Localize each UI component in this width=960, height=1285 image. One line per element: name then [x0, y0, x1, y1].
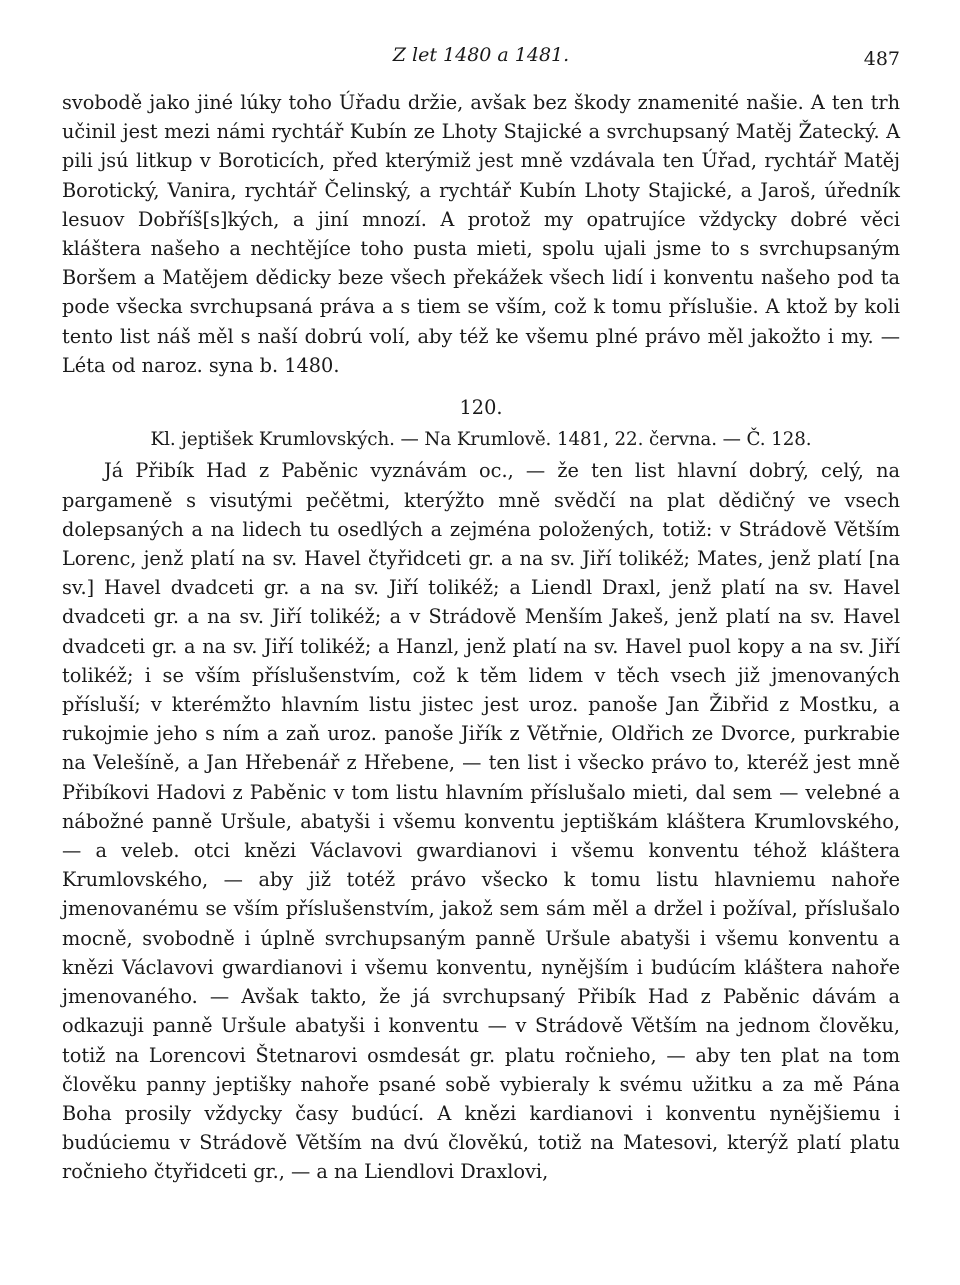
page-number: 487 — [863, 48, 900, 70]
running-head — [62, 44, 900, 74]
continuation-paragraph: svobodě jako jiné lúky toho Úřadu držie, avšak bez škody znamenité našie. A ten trh učinil jest mezi námi rychtář Kubín ze Lhoty Stajické a svrchupsaný Matěj Žatecký. A pili jsú litkup v Boroticích, před kterýmiž jest mně vzdávala ten Úřad, rychtář Matěj Borotický, Vanira, rychtář Čelinský, a rychtář Kubín Lhoty Stajické, a Jaroš, úředník lesuov Dobříš[s]kých, a jiní mnozí. A protož my opatrujíce vždycky dobré věci kláštera našeho a nechtějíce toho pusta mieti, spolu ujali jsme to s svrchupsaným Boršem a Matějem dědicky beze všech překážek všech lidí i konventu našeho pod ta pode všecka svrchupsaná práva a s tiem se vším, což k tomu příslušie. A ktož by koli tento list náš měl s naší dobrú volí, aby též ke všemu plné právo měl jakožto i my. — Léta od naroz. syna b. 1480. — [62, 91, 900, 377]
document-number: 120. — [459, 396, 503, 420]
document-text: Já Přibík Had z Paběnic vyznávám oc., — že ten list hlavní dobrý, celý, na pargameně s visutými pečětmi, kterýžto mně svědčí na plat dědičný ve vsech dolepsaných a na lidech tu osedlých a zejména položených, totiž: v Strádově Větším Lorenc, jenž platí na sv. Havel čtyřidceti gr. a na sv. Jiří tolikéž; Mates, jenž platí [na sv.] Havel dvadceti gr. a na sv. Jiří tolikéž; a Liendl Draxl, jenž platí na sv. Havel dvadceti gr. a na sv. Jiří tolikéž; a v Strádově Menším Jakeš, jenž platí na sv. Havel dvadceti gr. a na sv. Jiří tolikéž; a Hanzl, jenž platí na sv. Havel puol kopy a na sv. Jiří tolikéž; i se vším příslušenstvím, což k těm lidem v těch vsech již jmenovaných přísluší; v kterémžto hlavním listu jistec jest uroz. panoše Jan Žibřid z Mostku, a rukojmie jeho s ním a zaň uroz. panoše Jiřík z Větřnie, Oldřich ze Dvorce, purkrabie na Velešíně, a Jan Hřebenář z Hřebene, — ten list i všecko právo to, kteréž jest mně Přibíkovi Hadovi z Paběnic v tom listu hlavním příslušalo mieti, dal sem — velebné a nábožné panně Uršule, abatyši i všemu konventu jeptiškám kláštera Krumlovského, — a veleb. otci knězi Václavovi gwardianovi i všemu konventu téhož kláštera Krumlovského, — aby již totéž právo všecko k tomu listu hlavniemu nahoře jmenovanému se vším příslušenstvím, jakož sem sám měl a držel i požíval, příslušalo mocně, svobodně i úplně svrchupsaným panně Uršule abatyši i všemu konventu a knězi Václavovi gwardianovi i všemu konventu, nynějším i budúcím kláštera nahoře jmenovaného. — Avšak takto, že já svrchupsaný Přibík Had z Paběnic dávám a odkazuji panně Uršule abatyši i konventu — v Strádově Větším na jednom člověku, totiž na Lorencovi Štetnarovi osmdesát gr. platu ročnieho, — aby ten plat na tom člověku panny jeptišky nahoře psané sobě vybieraly k svému užitku a za mě Pána Boha prosily vždycky časy budúcí. A knězi kardianovi i konventu nynějšiemu i budúciemu v Strádově Větším na dvú člověkú, totiž na Matesovi, kterýž platí platu ročnieho čtyřidceti gr., — a na Liendlovi Draxlovi, — [62, 459, 900, 1184]
running-title: Z let 1480 a 1481. — [392, 44, 570, 66]
document-heading: Kl. jeptišek Krumlovských. — Na Krumlově. 1481, 22. června. — Č. 128. — [150, 429, 812, 451]
page-body — [62, 88, 900, 1187]
